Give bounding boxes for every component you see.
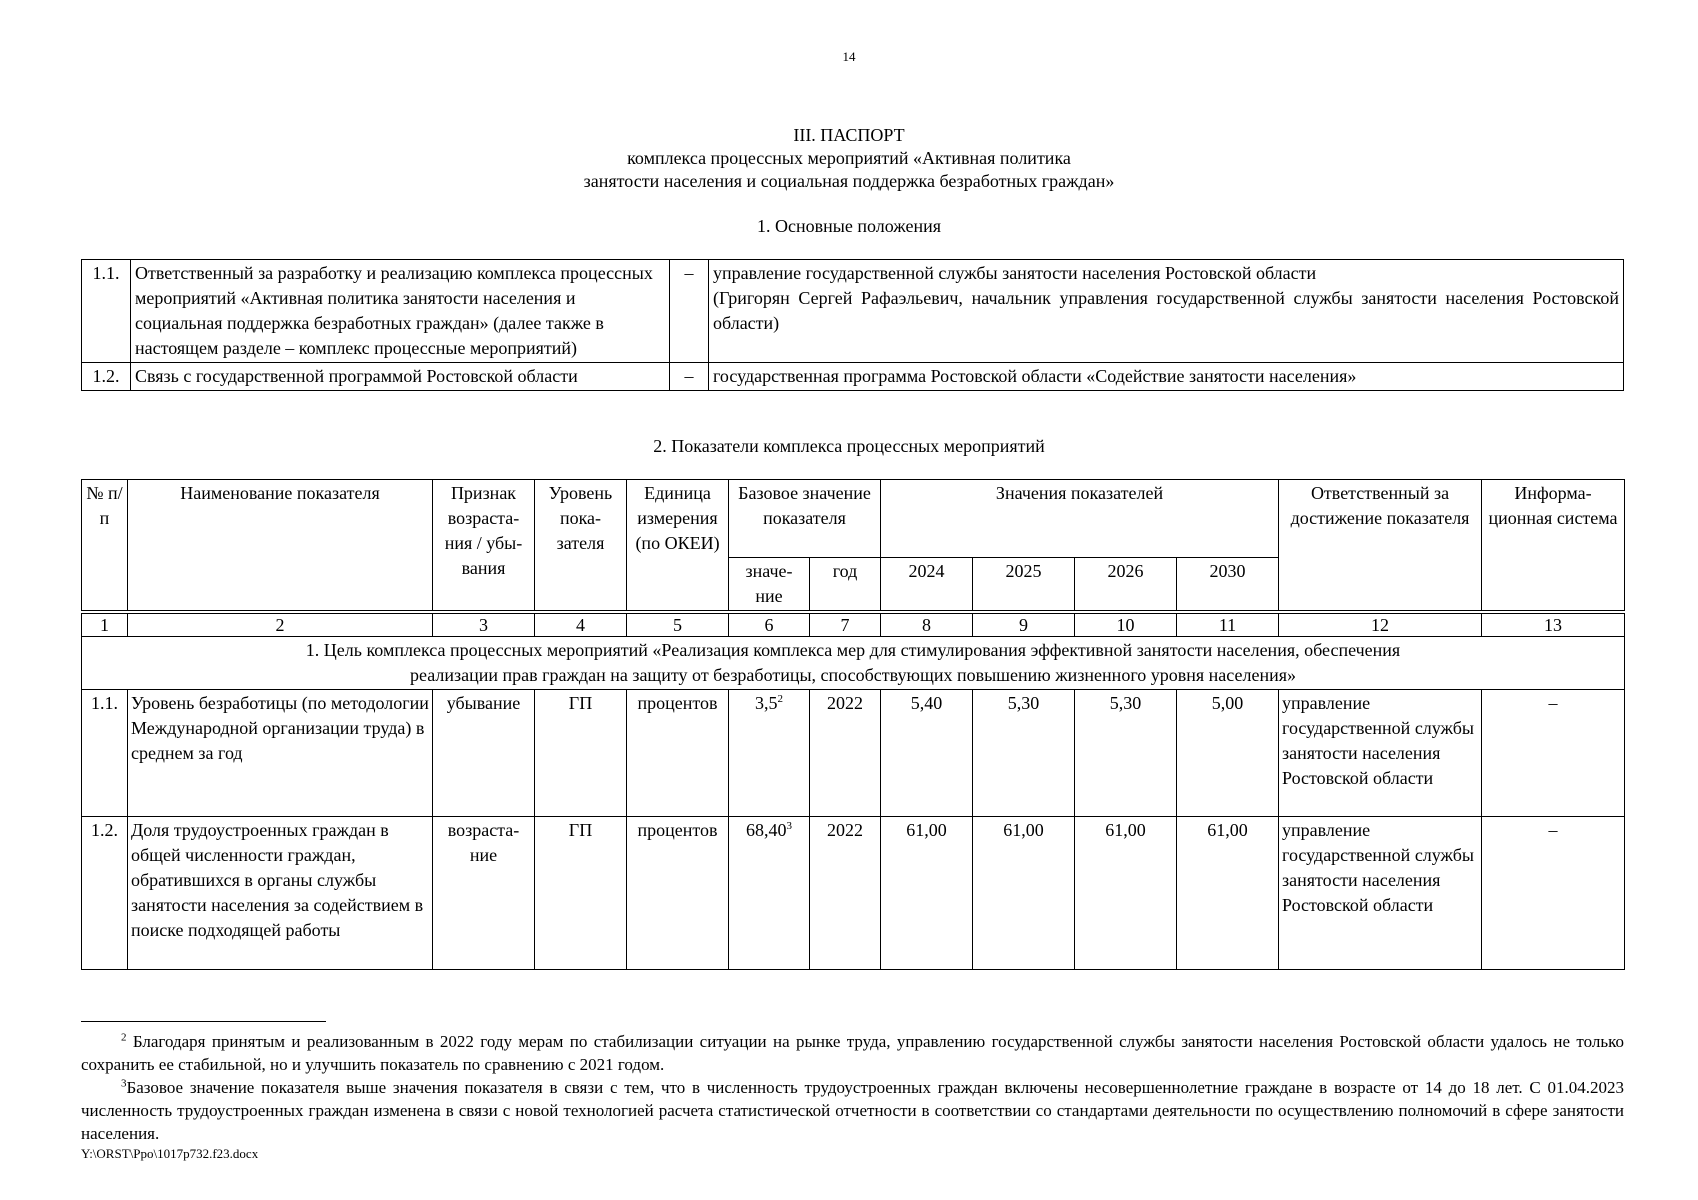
- indicator-name: Доля трудоустроенных граждан в общей численности граждан, обратившихся в органы службы занятости населения за содействием в поиске подходящей работы: [128, 817, 433, 970]
- responsible-person: (Григорян Сергей Рафаэльевич, начальник управления государственной службы занятости населения Ростовской области): [713, 288, 1619, 333]
- footnote-mark: 2: [121, 1031, 127, 1044]
- column-number: 10: [1075, 612, 1177, 637]
- base-value-text: 68,40: [746, 820, 787, 840]
- header-2024: 2024: [881, 558, 973, 613]
- column-numbers-row: [82, 612, 1625, 637]
- indicator-2025: 5,30: [973, 690, 1075, 817]
- title-line-1: III. ПАСПОРТ: [793, 125, 905, 145]
- indicator-level: ГП: [535, 817, 627, 970]
- footnote-3: [81, 1076, 1624, 1145]
- footnotes: [81, 1030, 1624, 1145]
- indicator-2030: 61,00: [1177, 817, 1279, 970]
- footnote-2: [81, 1030, 1624, 1076]
- footnote-ref: 3: [786, 820, 792, 832]
- page-number: 14: [842, 49, 856, 64]
- indicator-responsible: управление государственной службы занятости населения Ростовской области: [1279, 690, 1482, 817]
- section-1-title: 1. Основные положения: [757, 216, 941, 236]
- footnote-text: Базовое значение показателя выше значения показателя в связи с тем, что в численность трудоустроенных граждан включены несовершеннолетние граждане в возрасте от 14 до 18 лет. С 01.04.2023 численность трудоустроенных граждан изменена в связи с новой технологией расчета статистической отчетности в соответствии со стандартами деятельности по осуществлению полномочий в сфере занятости населения.: [81, 1078, 1624, 1143]
- footnote-ref: 2: [777, 693, 783, 705]
- header-sign: Признак возраста-ния / убы-вания: [433, 480, 535, 613]
- footnote-mark: 3: [121, 1077, 127, 1090]
- table-row: [82, 363, 1624, 391]
- row-label: Связь с государственной программой Ростовской области: [131, 363, 670, 391]
- footnote-separator: [81, 1021, 326, 1022]
- row-label: Ответственный за разработку и реализацию комплекса процессных мероприятий «Активная политика занятости населения и социальная поддержка безработных граждан» (далее также в настоящем разделе – комплекс процессные мероприятий): [131, 260, 670, 363]
- indicator-responsible: управление государственной службы занятости населения Ростовской области: [1279, 817, 1482, 970]
- row-value: государственная программа Ростовской области «Содействие занятости населения»: [709, 363, 1624, 391]
- section-2-title: 2. Показатели комплекса процессных мероприятий: [653, 436, 1045, 456]
- indicator-name: Уровень безработицы (по методологии Международной организации труда) в среднем за год: [128, 690, 433, 817]
- column-number: 6: [729, 612, 810, 637]
- indicator-sign: убывание: [433, 690, 535, 817]
- goal-row: [82, 637, 1625, 690]
- row-number: 1.1.: [82, 260, 131, 363]
- column-number: 9: [973, 612, 1075, 637]
- table-row: [82, 690, 1625, 817]
- column-number: 1: [82, 612, 128, 637]
- header-base: Базовое значение показателя: [729, 480, 881, 558]
- indicator-unit: процентов: [627, 690, 729, 817]
- column-number: 7: [810, 612, 881, 637]
- header-level: Уровень пока-зателя: [535, 480, 627, 613]
- row-number: 1.2.: [82, 363, 131, 391]
- basic-provisions-table: [81, 259, 1624, 391]
- table-row: [82, 817, 1625, 970]
- header-name: Наименование показателя: [128, 480, 433, 613]
- header-base-value: значе-ние: [729, 558, 810, 613]
- indicator-unit: процентов: [627, 817, 729, 970]
- indicator-level: ГП: [535, 690, 627, 817]
- indicator-2024: 5,40: [881, 690, 973, 817]
- indicator-base-value: [729, 690, 810, 817]
- table-row: [82, 260, 1624, 363]
- header-2025: 2025: [973, 558, 1075, 613]
- header-2030: 2030: [1177, 558, 1279, 613]
- responsible-department: управление государственной службы занятости населения Ростовской области: [713, 263, 1317, 283]
- indicator-number: 1.2.: [82, 817, 128, 970]
- indicator-base-year: 2022: [810, 817, 881, 970]
- header-values: Значения показателей: [881, 480, 1279, 558]
- title-line-2: комплекса процессных мероприятий «Активная политика: [627, 148, 1071, 168]
- goal-text: 1. Цель комплекса процессных мероприятий «Реализация комплекса мер для стимулирования эффективной занятости населения, обеспечения реализации прав граждан на защиту от безработицы, способствующих повышению жизненного уровня населения»: [82, 637, 1625, 690]
- column-number: 13: [1482, 612, 1625, 637]
- row-dash: –: [670, 260, 709, 363]
- indicator-infosystem: –: [1482, 690, 1625, 817]
- header-unit: Единица измерения (по ОКЕИ): [627, 480, 729, 613]
- indicators-table: [81, 479, 1625, 970]
- header-base-year: год: [810, 558, 881, 613]
- header-row: [82, 480, 1625, 558]
- column-number: 11: [1177, 612, 1279, 637]
- column-number: 3: [433, 612, 535, 637]
- file-path: Y:\ORST\Ppo\1017p732.f23.docx: [81, 1146, 259, 1161]
- base-value-text: 3,5: [755, 693, 778, 713]
- header-2026: 2026: [1075, 558, 1177, 613]
- indicator-base-year: 2022: [810, 690, 881, 817]
- indicator-2026: 61,00: [1075, 817, 1177, 970]
- indicator-infosystem: –: [1482, 817, 1625, 970]
- column-number: 8: [881, 612, 973, 637]
- column-number: 2: [128, 612, 433, 637]
- indicator-sign: возраста-ние: [433, 817, 535, 970]
- indicator-2030: 5,00: [1177, 690, 1279, 817]
- column-number: 5: [627, 612, 729, 637]
- header-infosystem: Информа-ционная система: [1482, 480, 1625, 613]
- indicator-number: 1.1.: [82, 690, 128, 817]
- column-number: 4: [535, 612, 627, 637]
- indicator-2025: 61,00: [973, 817, 1075, 970]
- header-num: № п/п: [82, 480, 128, 613]
- footnote-text: Благодаря принятым и реализованным в 2022 году мерам по стабилизации ситуации на рынке труда, управлению государственной службы занятости населения Ростовской области удалось не только сохранить ее стабильной, но и улучшить показатель по сравнению с 2021 годом.: [81, 1032, 1624, 1074]
- column-number: 12: [1279, 612, 1482, 637]
- row-value: [709, 260, 1624, 363]
- indicator-base-value: [729, 817, 810, 970]
- document-title: [0, 124, 1698, 193]
- indicator-2024: 61,00: [881, 817, 973, 970]
- title-line-3: занятости населения и социальная поддержка безработных граждан»: [583, 171, 1115, 191]
- row-dash: –: [670, 363, 709, 391]
- indicator-2026: 5,30: [1075, 690, 1177, 817]
- header-responsible: Ответственный за достижение показателя: [1279, 480, 1482, 613]
